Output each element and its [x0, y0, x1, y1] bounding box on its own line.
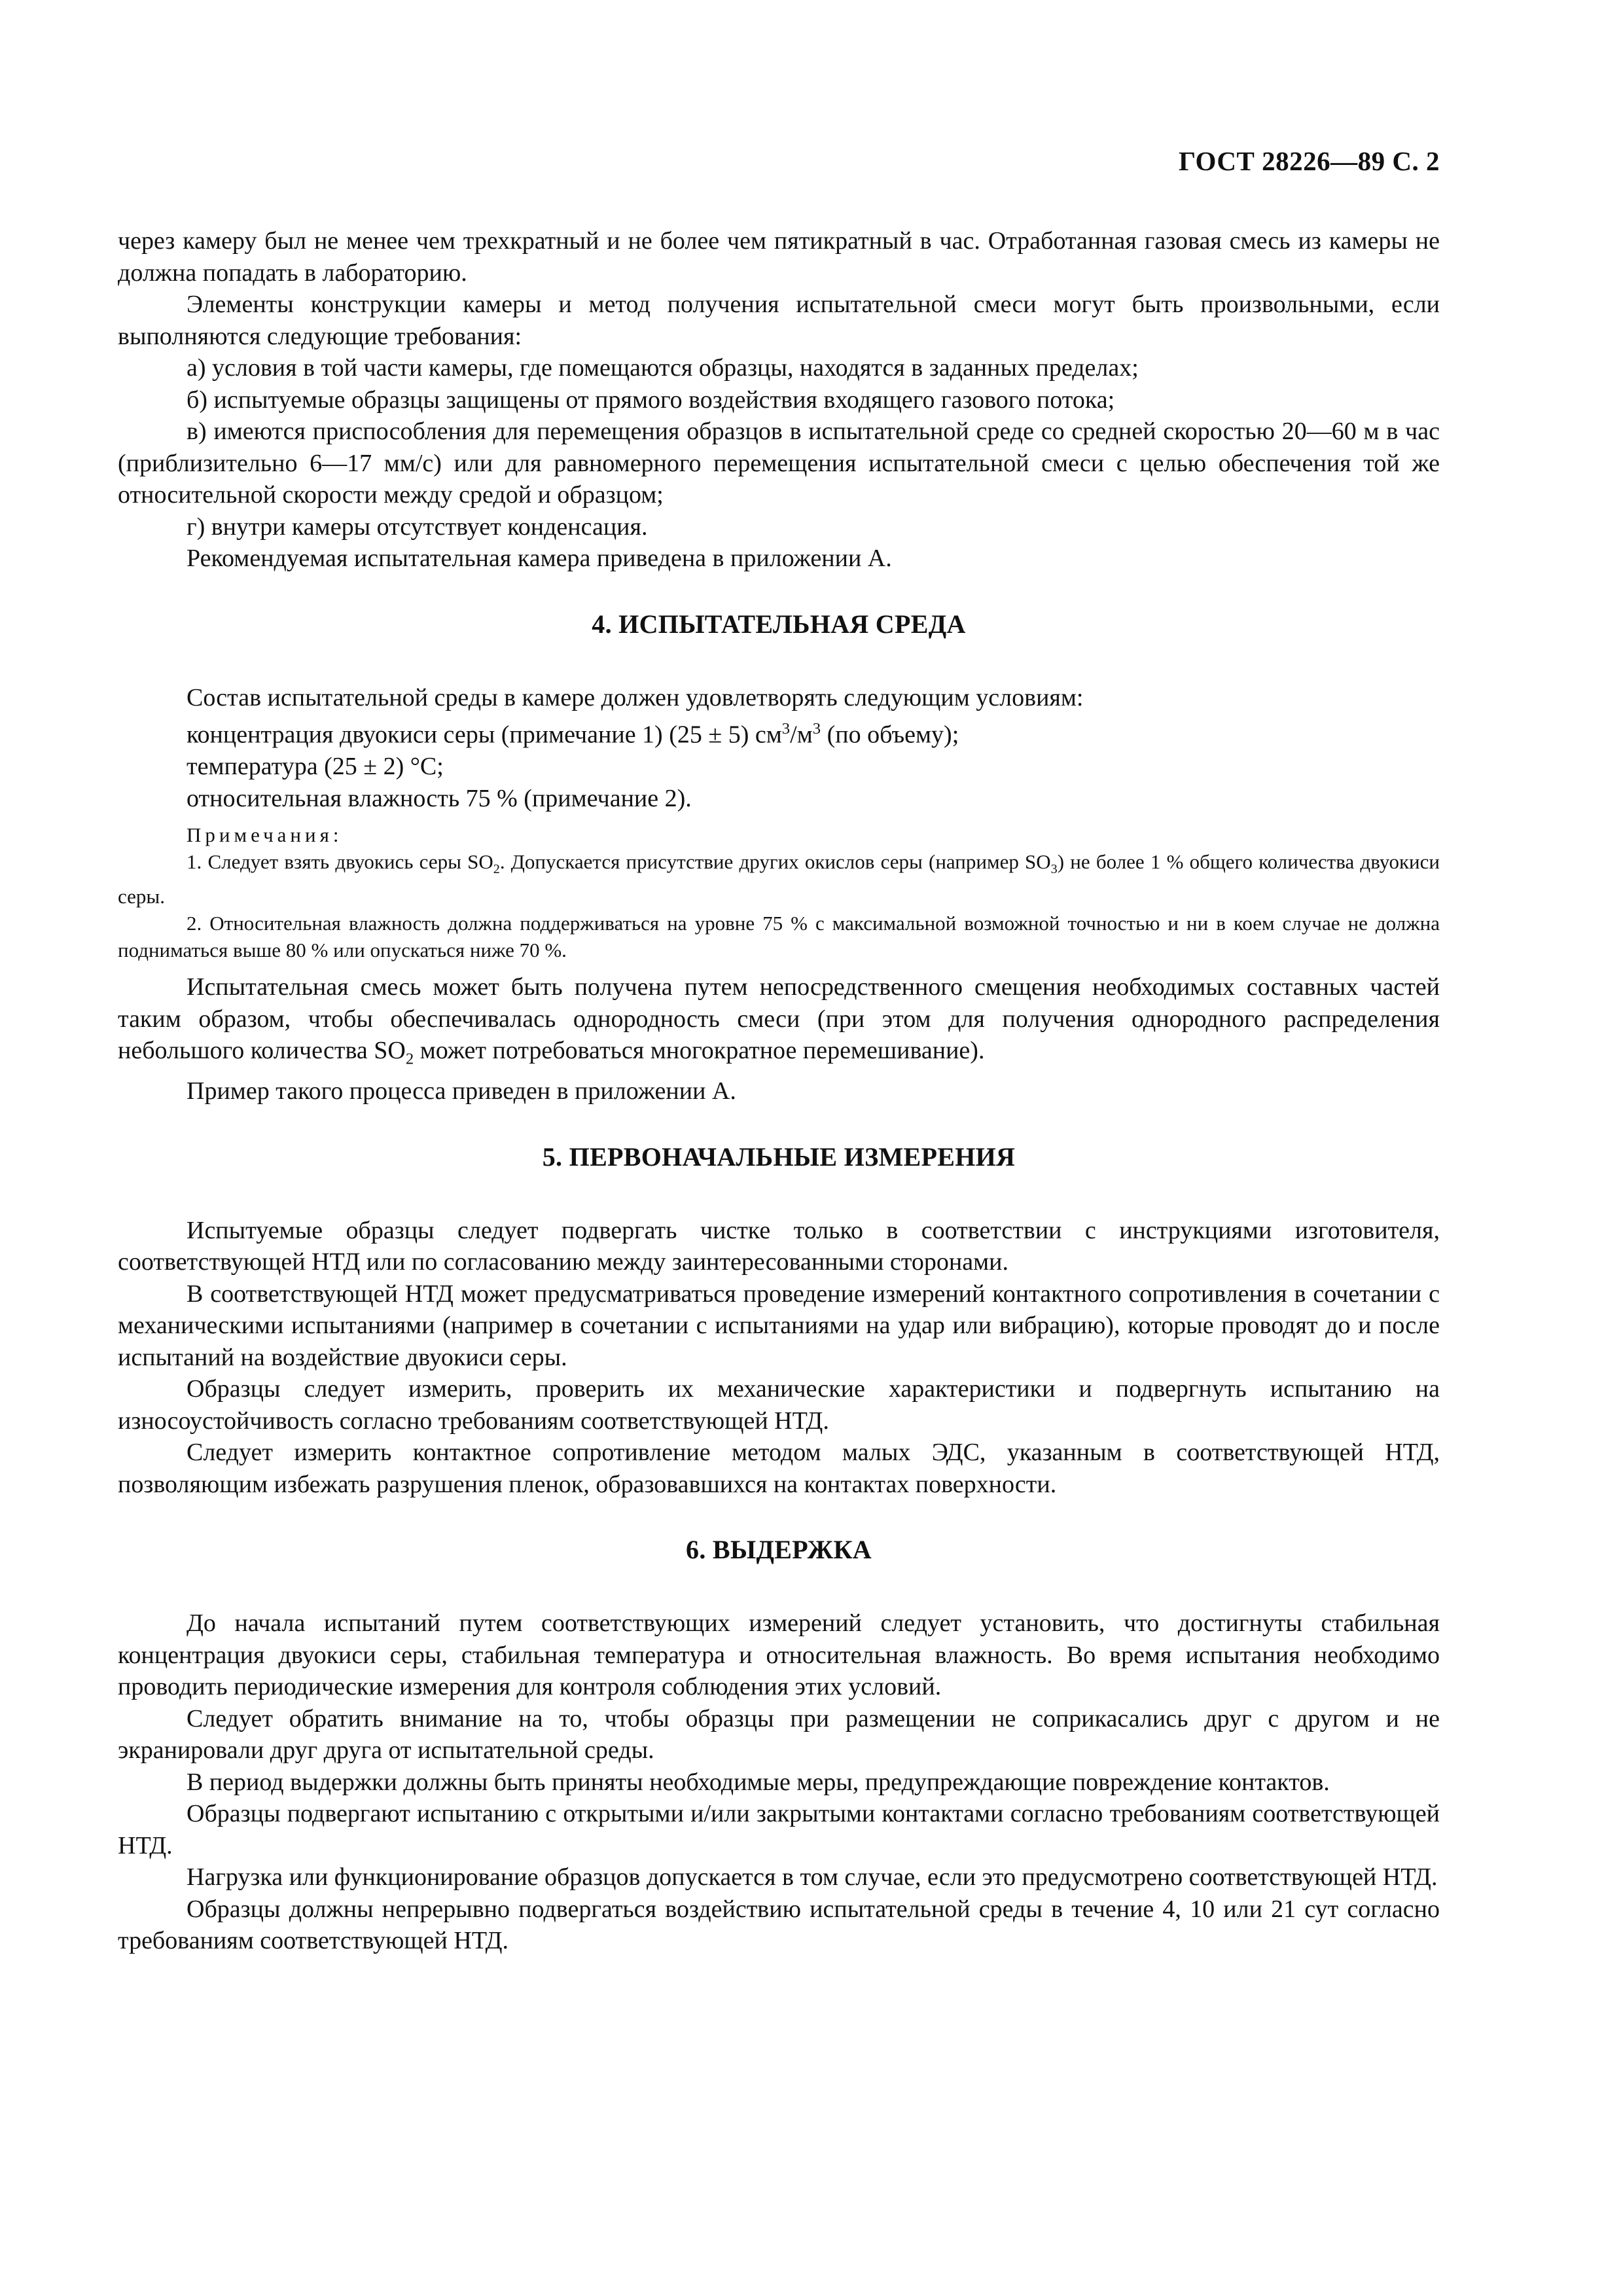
- paragraph-s6-4: Образцы подвергают испытанию с открытыми и/или закрытыми контактами согласно требованиям соответствующей НТД.: [118, 1800, 1440, 1859]
- paragraph-s5-2: В соответствующей НТД может предусматриваться проведение измерений контактного сопротивления в сочетании с механическими испытаниями (например в сочетании с испытаниями на удар или вибрацию), которые проводят до и после испытаний на воздействие двуокиси серы.: [118, 1280, 1440, 1371]
- paragraph-s6-1: До начала испытаний путем соответствующих измерений следует установить, что достигнуты стабильная концентрация двуокиси серы, стабильная температура и относительная влажность. Во время испытания необходимо проводить периодические измерения для контроля соблюдения этих условий.: [118, 1609, 1440, 1701]
- paragraph-s6-6: Образцы должны непрерывно подвергаться воздействию испытательной среды в течение 4, 10 или 21 сут согласно требованиям соответствующей НТД.: [118, 1895, 1440, 1955]
- paragraph-s6-5: Нагрузка или функционирование образцов допускается в том случае, если это предусмотрено соответствующей НТД.: [187, 1863, 1438, 1892]
- notes-block: [118, 822, 1440, 963]
- paragraph-s3-1: через камеру был не менее чем трехкратный и не более чем пятикратный в час. Отработанная газовая смесь из камеры не должна попадать в лабораторию.: [118, 227, 1440, 287]
- section-5-heading: 5. ПЕРВОНАЧАЛЬНЫЕ ИЗМЕРЕНИЯ: [542, 1141, 1016, 1172]
- paragraph-s6-3: В период выдержки должны быть приняты необходимые меры, предупреждающие повреждение контактов.: [187, 1768, 1330, 1796]
- document-page: [118, 144, 1440, 2238]
- running-head: ГОСТ 28226—89 С. 2: [1178, 146, 1440, 176]
- paragraph-s4-temperature: температура (25 ± 2) °С;: [187, 753, 444, 781]
- list-item-b: б) испытуемые образцы защищены от прямого воздействия входящего газового потока;: [187, 386, 1115, 414]
- paragraph-s4-concentration: концентрация двуокиси серы (примечание 1) (25 ± 5) $см^3/м^3$ (по объему);: [187, 720, 959, 749]
- paragraph-s3-2: Элементы конструкции камеры и метод получения испытательной смеси могут быть произвольными, если выполняются следующие требования:: [118, 291, 1440, 350]
- list-item-v: в) имеются приспособления для перемещения образцов в испытательной среде со средней скоростью 20—60 м в час (приблизительно 6—17 мм/с) или для равномерного перемещения испытательной смеси с целью обеспечения той же относительной скорости между средой и образцом;: [118, 418, 1440, 509]
- section-6-heading: 6. ВЫДЕРЖКА: [686, 1535, 872, 1565]
- paragraph-s3-3: Рекомендуемая испытательная камера приведена в приложении А.: [187, 545, 892, 572]
- note-1: 1. Следует взять двуокись серы $SO_2$. Допускается присутствие других окислов серы (например $SO_3$) не более 1 % общего количества двуокиси серы.: [118, 850, 1440, 908]
- section-4-heading: 4. ИСПЫТАТЕЛЬНАЯ СРЕДА: [592, 609, 966, 639]
- paragraph-s4-mix: Испытательная смесь может быть получена путем непосредственного смещения необходимых составных частей таким образом, чтобы обеспечивалась однородность смеси (при этом для получения однородного распределения небольшого количества $SO_2$ может потребоваться многократное перемешивание).: [118, 973, 1440, 1068]
- paragraph-s4-humidity: относительная влажность 75 % (примечание 2).: [187, 784, 692, 812]
- notes-title: Примечания:: [187, 823, 343, 847]
- paragraph-s6-2: Следует обратить внимание на то, чтобы образцы при размещении не соприкасались друг с другом и не экранировали друг друга от испытательной среды.: [118, 1704, 1440, 1765]
- paragraph-s5-4: Следует измерить контактное сопротивление методом малых ЭДС, указанным в соответствующей НТД, позволяющим избежать разрушения пленок, образовавшихся на контактах поверхности.: [118, 1439, 1440, 1498]
- list-item-a: а) условия в той части камеры, где помещаются образцы, находятся в заданных пределах;: [187, 354, 1139, 382]
- paragraph-s4-example: Пример такого процесса приведен в приложении А.: [187, 1077, 736, 1105]
- note-2: 2. Относительная влажность должна поддерживаться на уровне 75 % с максимальной возможной точностью и ни в коем случае не должна подниматься выше 80 % или опускаться ниже 70 %.: [118, 912, 1440, 962]
- paragraph-s5-3: Образцы следует измерить, проверить их механические характеристики и подвергнуть испытанию на износоустойчивость согласно требованиям соответствующей НТД.: [118, 1375, 1440, 1435]
- paragraph-s5-1: Испытуемые образцы следует подвергать чистке только в соответствии с инструкциями изготовителя, соответствующей НТД или по согласованию между заинтересованными сторонами.: [118, 1216, 1440, 1276]
- list-item-g: г) внутри камеры отсутствует конденсация.: [187, 512, 648, 541]
- paragraph-s4-intro: Состав испытательной среды в камере должен удовлетворять следующим условиям:: [187, 683, 1084, 711]
